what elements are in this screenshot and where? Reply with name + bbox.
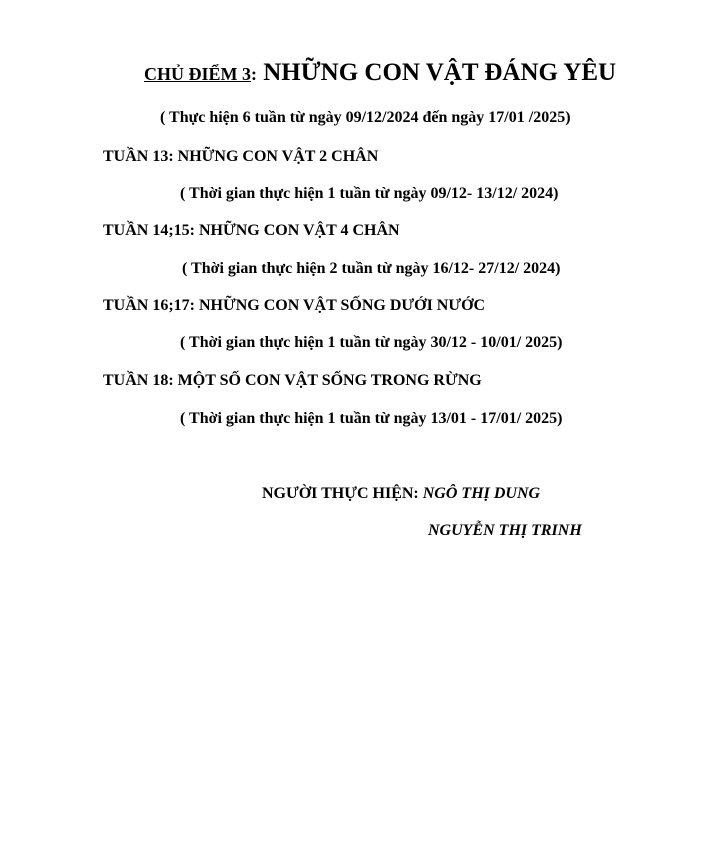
week-14-15-title: TUẦN 14;15: NHỮNG CON VẬT 4 CHÂN: [103, 222, 400, 239]
topic-separator: :: [251, 64, 257, 84]
implementers-line: [262, 486, 540, 502]
week-14-15-schedule: ( Thời gian thực hiện 2 tuần từ ngày 16/12- 27/12/ 2024): [182, 260, 561, 277]
week-16-17-schedule: ( Thời gian thực hiện 1 tuần từ ngày 30/12 - 10/01/ 2025): [180, 334, 563, 351]
week-18-title: TUẦN 18: MỘT SỐ CON VẬT SỐNG TRONG RỪNG: [103, 372, 482, 389]
topic-heading: [144, 60, 616, 85]
implementer-name: NGUYỄN THỊ TRINH: [428, 522, 582, 539]
week-13-schedule: ( Thời gian thực hiện 1 tuần từ ngày 09/12- 13/12/ 2024): [180, 185, 559, 202]
implementers-label: NGƯỜI THỰC HIỆN:: [262, 485, 419, 502]
week-16-17-title: TUẦN 16;17: NHỮNG CON VẬT SỐNG DƯỚI NƯỚC: [103, 297, 486, 314]
week-18-schedule: ( Thời gian thực hiện 1 tuần từ ngày 13/01 - 17/01/ 2025): [180, 410, 563, 427]
topic-number: CHỦ ĐIỂM 3: [144, 64, 251, 84]
overall-duration: ( Thực hiện 6 tuần từ ngày 09/12/2024 đến ngày 17/01 /2025): [160, 109, 571, 126]
implementer-name: NGÔ THỊ DUNG: [422, 485, 541, 502]
topic-title: NHỮNG CON VẬT ĐÁNG YÊU: [263, 59, 617, 86]
week-13-title: TUẦN 13: NHỮNG CON VẬT 2 CHÂN: [103, 148, 379, 165]
